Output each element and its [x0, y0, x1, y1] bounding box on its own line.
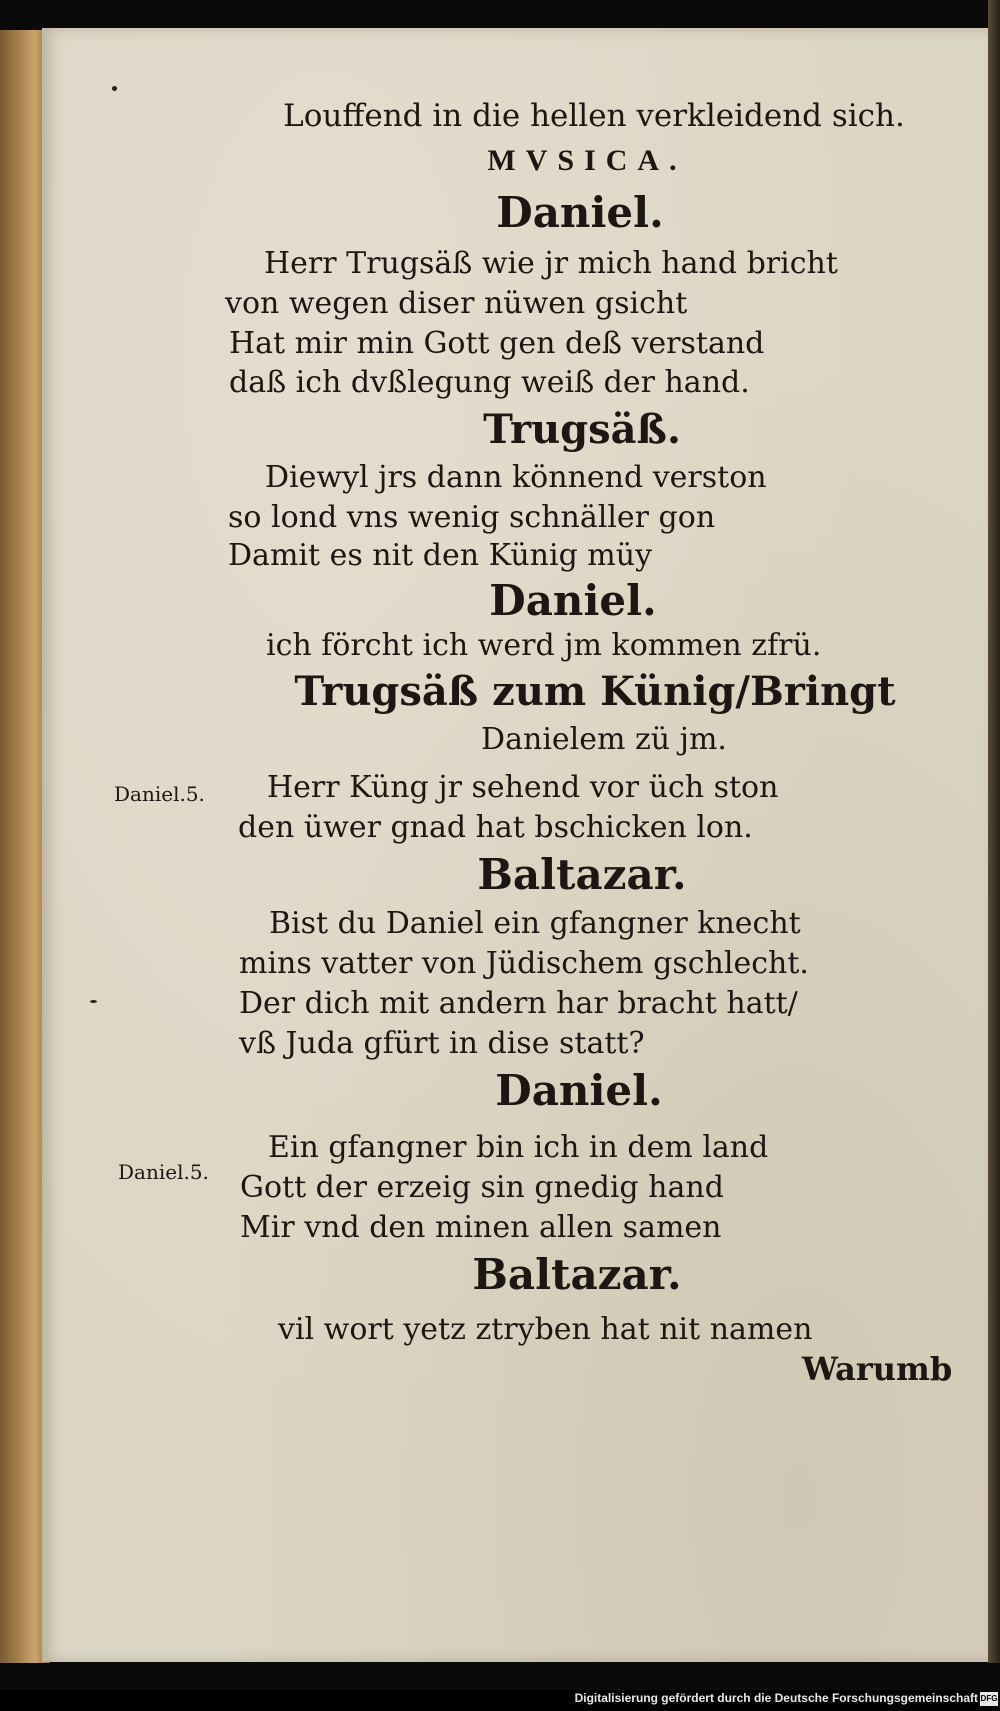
verse-line: vß Juda gfürt in dise statt?	[239, 1026, 645, 1061]
margin-note: Daniel.5.	[118, 1160, 209, 1184]
speaker-name: Daniel.	[495, 1066, 663, 1115]
margin-note: Daniel.5.	[114, 782, 205, 806]
verse-line: Ein gfangner bin ich in dem land	[268, 1130, 769, 1165]
speaker-name: Daniel.	[489, 576, 657, 625]
verse-line: Damit es nit den Künig müy	[228, 538, 653, 573]
speaker-name: Trugsäß.	[483, 406, 681, 453]
verse-line: Der dich mit andern har bracht hatt/	[239, 986, 798, 1021]
verse-line: von wegen diser nüwen gsicht	[225, 286, 688, 321]
verse-line: Bist du Daniel ein gfangner knecht	[269, 906, 801, 941]
verse-line: Herr Trugsäß wie jr mich hand bricht	[264, 246, 838, 281]
verse-line: Diewyl jrs dann könnend verston	[265, 460, 767, 495]
speaker-name: Baltazar.	[477, 850, 687, 899]
dfg-logo-icon: DFG	[980, 1692, 998, 1706]
ink-speck	[112, 86, 117, 91]
verse-line: daß ich dvßlegung weiß der hand.	[229, 365, 750, 400]
book-page	[42, 28, 988, 1662]
verse-line: Mir vnd den minen allen samen	[240, 1210, 722, 1245]
verse-line: ich förcht ich werd jm kommen zfrü.	[266, 628, 822, 663]
book-edge-right	[988, 0, 1000, 1663]
speaker-name: Baltazar.	[472, 1250, 682, 1299]
ink-speck	[90, 1000, 97, 1003]
speaker-name: Daniel.	[496, 188, 664, 237]
section-title: MVSICA.	[487, 144, 687, 177]
verse-line: Herr Küng jr sehend vor üch ston	[267, 770, 779, 805]
stage-direction: Trugsäß zum Künig/Bringt	[294, 668, 896, 715]
verse-line: Gott der erzeig sin gnedig hand	[240, 1170, 724, 1205]
stage-direction: Danielem zü jm.	[481, 722, 727, 757]
running-header: Louffend in die hellen verkleidend sich.	[283, 98, 905, 134]
verse-line: den üwer gnad hat bschicken lon.	[238, 810, 753, 845]
catchword: Warumb	[802, 1350, 953, 1388]
verse-line: Hat mir min Gott gen deß verstand	[229, 326, 765, 361]
digitization-credit: Digitalisierung gefördert durch die Deutsche Forschungsgemeinschaft	[574, 1691, 978, 1705]
verse-line: mins vatter von Jüdischem gschlecht.	[239, 946, 809, 981]
verse-line: vil wort yetz ztryben hat nit namen	[278, 1312, 813, 1347]
verse-line: so lond vns wenig schnäller gon	[228, 500, 716, 535]
